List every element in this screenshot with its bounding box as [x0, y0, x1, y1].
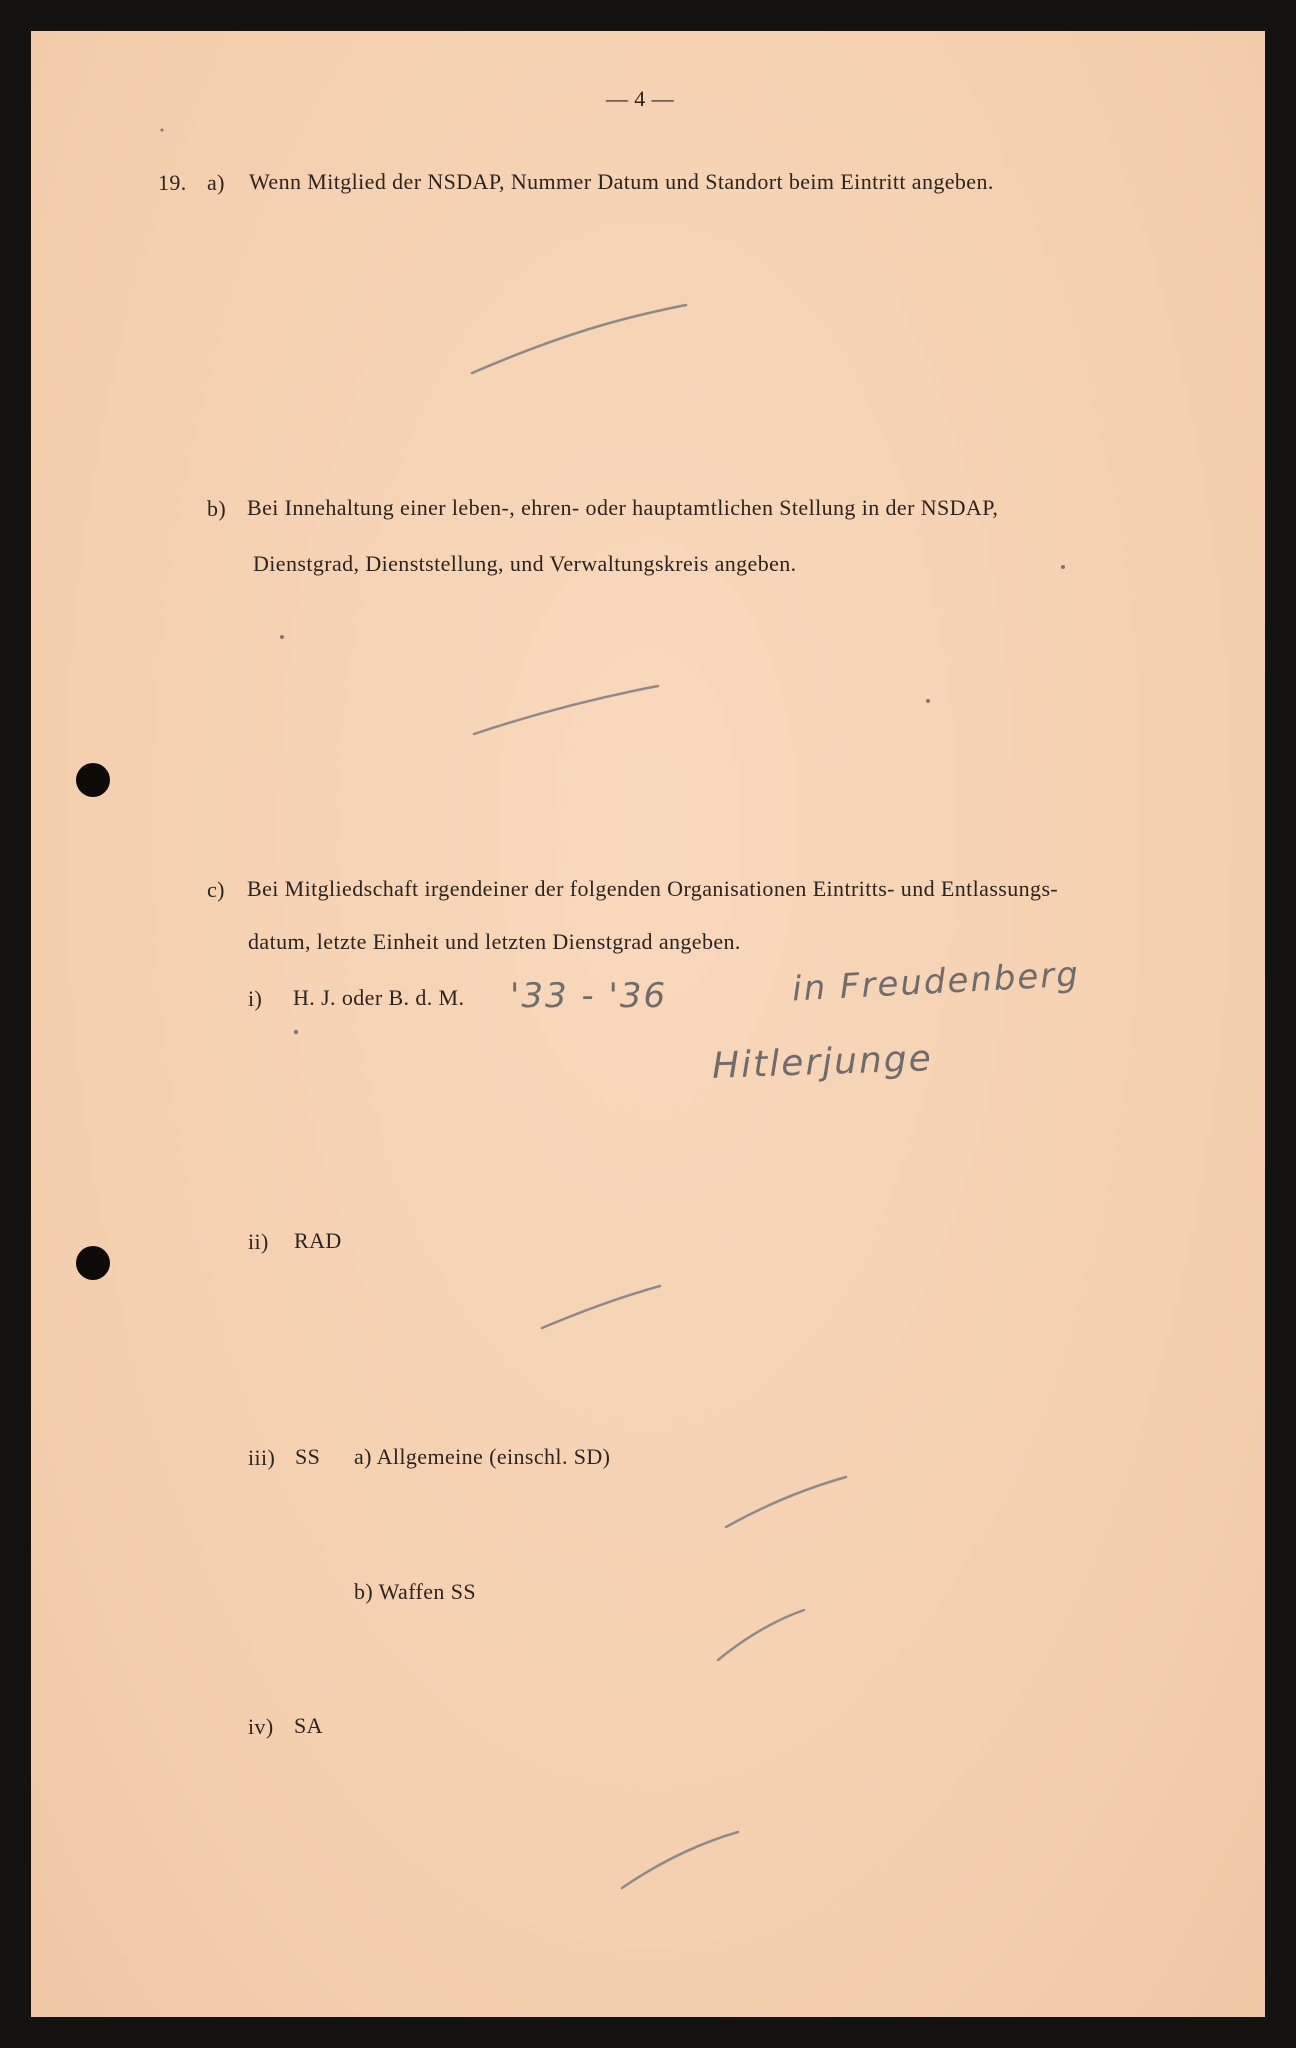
answer-place: in Freudenberg: [791, 954, 1081, 1010]
cancel-stroke-a: [472, 305, 686, 373]
item-iii-roman: iii): [248, 1445, 276, 1470]
item-iii-label: SS: [295, 1444, 321, 1469]
q19a-text: Wenn Mitglied der NSDAP, Nummer Datum und Standort beim Eintritt angeben.: [249, 169, 994, 194]
page-number: — 4 —: [606, 86, 674, 111]
item-iv-label: SA: [294, 1713, 323, 1738]
cancel-stroke-iii-a: [726, 1477, 846, 1527]
q19b-letter: b): [207, 496, 227, 521]
cancel-stroke-iii-b: [718, 1610, 804, 1660]
dot: [926, 699, 930, 703]
item-ii-label: RAD: [294, 1228, 342, 1253]
q19a-letter: a): [207, 170, 225, 195]
q19c-text-line1: Bei Mitgliedschaft irgendeiner der folgenden Organisationen Eintritts- und Entlassungs-: [247, 876, 1059, 901]
item-iv-roman: iv): [248, 1714, 274, 1739]
answer-rank: Hitlerjunge: [711, 1038, 934, 1087]
dot: [280, 635, 284, 639]
dot: [1061, 565, 1065, 569]
q19c-text-line2: datum, letzte Einheit und letzten Dienstgrad angeben.: [248, 929, 741, 954]
cancel-stroke-iv: [622, 1832, 738, 1888]
dot: [294, 1030, 298, 1034]
item-ii-roman: ii): [248, 1229, 269, 1254]
dot: [161, 129, 164, 132]
q19b-text-line1: Bei Innehaltung einer leben-, ehren- oder hauptamtlichen Stellung in der NSDAP,: [247, 495, 999, 520]
item-i-label: H. J. oder B. d. M.: [293, 985, 465, 1010]
item-iii-sub-b: b) Waffen SS: [354, 1579, 476, 1604]
q19c-letter: c): [207, 877, 225, 902]
answer-years: '33 - '36: [510, 976, 668, 1016]
question-number: 19.: [158, 170, 187, 195]
item-i-roman: i): [248, 986, 263, 1011]
cancel-stroke-b: [474, 686, 658, 734]
cancel-stroke-ii: [542, 1286, 660, 1328]
q19b-text-line2: Dienstgrad, Dienststellung, und Verwaltungskreis angeben.: [253, 551, 797, 576]
item-iii-sub-a: a) Allgemeine (einschl. SD): [354, 1444, 611, 1469]
